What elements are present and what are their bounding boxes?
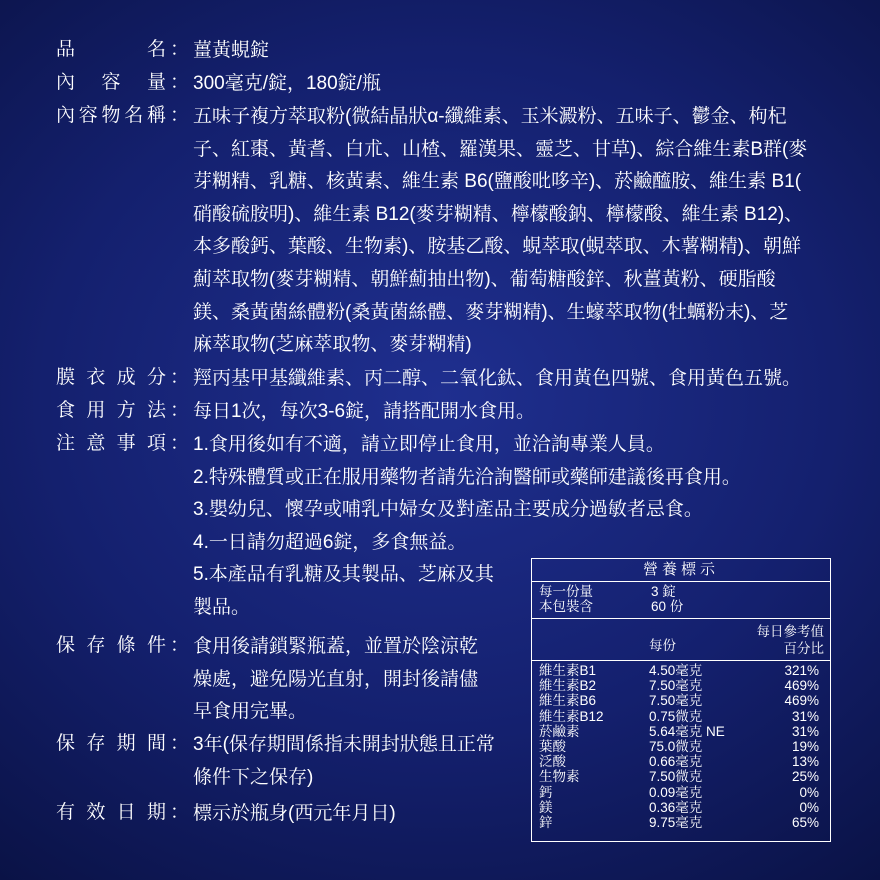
nutrient-row (532, 724, 830, 739)
spec-value-line: 五味子複方萃取粉(微結晶狀α-纖維素、玉米澱粉、五味子、鬱金、枸杞 (193, 106, 787, 127)
spec-colon: ： (170, 802, 190, 823)
nutrient-name: 維生素B12 (539, 708, 604, 724)
spec-value-line: 早食用完畢。 (193, 701, 308, 723)
spec-label-char: 量 (146, 72, 166, 93)
nutrient-name: 泛酸 (539, 754, 566, 770)
spec-value (193, 35, 838, 68)
nutrient-name: 維生素B6 (539, 693, 597, 709)
spec-label (56, 35, 166, 65)
nutrient-daily-value: 31% (791, 723, 819, 739)
nutrient-row (532, 709, 830, 724)
spec-label-char: 存 (86, 635, 106, 656)
spec-colon: ： (170, 367, 190, 388)
spec-value-line: 條件下之保存) (193, 766, 314, 788)
spec-label-char: 有 (56, 802, 76, 823)
nutrient-row (532, 785, 830, 800)
spec-value-line: 燥處，避免陽光直射，開封後請儘 (193, 668, 479, 690)
nutrient-name: 葉酸 (539, 739, 566, 754)
spec-colon: ： (170, 400, 190, 421)
spec-value-line: 每日1次，每次3-6錠，請搭配開水食用。 (193, 401, 536, 422)
spec-label-char: 成 (116, 367, 136, 388)
spec-label-char: 物 (101, 105, 121, 126)
spec-label (56, 429, 166, 459)
spec-label-char: 間 (146, 733, 166, 754)
spec-colon: ： (170, 733, 190, 754)
spec-label-char: 內 (56, 72, 76, 93)
nutrient-daily-value: 13% (791, 754, 819, 770)
spec-value (193, 101, 838, 362)
spec-label-char: 容 (101, 72, 121, 93)
spec-value (193, 396, 838, 429)
servings-label: 本包裝含 (539, 599, 593, 614)
nutrient-amount: 7.50微克 (649, 769, 703, 785)
spec-colon: ： (170, 433, 190, 454)
spec-label (56, 396, 166, 426)
nutrient-name: 維生素B2 (539, 678, 597, 694)
spec-value-line: 1.食用後如有不適，請立即停止食用，並洽詢專業人員。 (193, 434, 665, 455)
nutrition-column-headers (532, 620, 830, 661)
nutrient-row (532, 754, 830, 769)
nutrition-title: 營養標示 (532, 559, 830, 582)
spec-label (56, 363, 166, 393)
nutrient-row (532, 693, 830, 708)
spec-label-char: 稱 (146, 105, 166, 126)
spec-value-line: 本多酸鈣、葉酸、生物素)、胺基乙酸、蜆萃取(蜆萃取、木薯糊精)、朝鮮 (193, 236, 801, 258)
spec-label-char: 存 (86, 733, 106, 754)
spec-label-char: 事 (116, 433, 136, 454)
nutrient-row (532, 739, 830, 754)
nutrient-name: 菸鹼素 (539, 723, 580, 739)
nutrient-amount: 5.64毫克 NE (649, 723, 725, 739)
spec-value-line: 2.特殊體質或正在服用藥物者請先洽詢醫師或藥師建議後再食用。 (193, 466, 741, 488)
spec-label-char: 條 (116, 635, 136, 656)
nutrient-row (532, 769, 830, 784)
nutrition-facts-table (531, 558, 831, 842)
nutrient-name: 鈣 (539, 784, 553, 800)
nutrient-amount: 7.50毫克 (649, 678, 703, 694)
spec-label-char: 衣 (86, 367, 106, 388)
spec-label-char: 分 (146, 367, 166, 388)
nutrient-daily-value: 469% (784, 678, 819, 694)
nutrient-amount: 0.66毫克 (649, 754, 703, 770)
nutrient-amount: 0.36毫克 (649, 799, 703, 815)
spec-label-char: 效 (86, 802, 106, 823)
spec-label-char: 名 (124, 105, 144, 126)
nutrient-row (532, 815, 830, 830)
nutrient-row (532, 663, 830, 678)
spec-value-line: 4.一日請勿超過6錠，多食無益。 (193, 531, 467, 553)
spec-value-line: 製品。 (193, 596, 251, 618)
nutrient-daily-value: 0% (799, 784, 819, 800)
spec-label (56, 729, 166, 759)
spec-value-line: 子、紅棗、黃耆、白朮、山楂、羅漢果、靈芝、甘草)、綜合維生素B群(麥 (193, 138, 808, 160)
servings-row (539, 599, 819, 615)
spec-label-char: 食 (56, 400, 76, 421)
spec-value-line: 3年(保存期間係指未開封狀態且正常 (193, 734, 495, 755)
servings-value: 60 份 (651, 599, 684, 614)
spec-label-char: 項 (146, 433, 166, 454)
spec-label-char: 名 (146, 39, 166, 60)
nutrient-daily-value: 31% (791, 708, 819, 724)
nutrient-amount: 7.50毫克 (649, 693, 703, 709)
spec-label-char: 期 (146, 802, 166, 823)
daily-value-header-line2: 百分比 (783, 641, 824, 656)
spec-value-line: 標示於瓶身(西元年月日) (193, 803, 396, 824)
daily-value-header (757, 623, 825, 657)
nutrient-amount: 75.0微克 (649, 739, 703, 754)
nutrient-amount: 0.75微克 (649, 708, 703, 724)
nutrient-daily-value: 25% (791, 769, 819, 785)
serving-info (532, 582, 830, 619)
spec-label-char: 保 (56, 635, 76, 656)
serving-size-row (539, 584, 819, 600)
spec-value-line: 薑黃蜆錠 (193, 40, 270, 61)
spec-value-line: 300毫克/錠，180錠/瓶 (193, 73, 381, 94)
spec-label (56, 101, 166, 131)
spec-colon: ： (170, 39, 190, 60)
spec-value-line: 芽糊精、乳糖、核黃素、維生素 B6(鹽酸吡哆辛)、菸鹼醯胺、維生素 B1( (193, 171, 802, 193)
spec-label-char: 方 (116, 400, 136, 421)
spec-value (193, 68, 838, 101)
spec-value-line: 硝酸硫胺明)、維生素 B12(麥芽糊精、檸檬酸鈉、檸檬酸、維生素 B12)、 (193, 203, 804, 225)
spec-value (193, 363, 838, 396)
spec-colon: ： (170, 635, 190, 656)
spec-label-char: 品 (56, 39, 76, 60)
nutrient-daily-value: 0% (799, 799, 819, 815)
nutrient-name: 鎂 (539, 799, 553, 815)
spec-colon: ： (170, 72, 190, 93)
serving-size-value: 3 錠 (651, 584, 676, 599)
spec-value-line: 麻萃取物(芝麻萃取物、麥芽糊精) (193, 334, 472, 356)
spec-label-char: 容 (78, 105, 98, 126)
nutrient-row (532, 800, 830, 815)
spec-value-line: 3.嬰幼兒、懷孕或哺乳中婦女及對產品主要成分過敏者忌食。 (193, 499, 703, 521)
daily-value-header-line1: 每日參考值 (756, 624, 824, 639)
spec-value-line: 鎂、桑黃菌絲體粉(桑黃菌絲體、麥芽糊精)、生蠔萃取物(牡蠣粉末)、芝 (193, 301, 789, 323)
spec-label-char: 件 (146, 635, 166, 656)
spec-value-line: 食用後請鎖緊瓶蓋，並置於陰涼乾 (193, 636, 479, 657)
spec-colon: ： (170, 105, 190, 126)
spec-label-char: 期 (116, 733, 136, 754)
spec-label (56, 68, 166, 98)
spec-label-char: 內 (56, 105, 76, 126)
spec-value-line: 薊萃取物(麥芽糊精、朝鮮薊抽出物)、葡萄糖酸鋅、秋薑黃粉、硬脂酸 (193, 268, 776, 290)
nutrient-amount: 0.09毫克 (649, 784, 703, 800)
nutrient-name: 鋅 (539, 815, 553, 830)
spec-label-char: 法 (146, 400, 166, 421)
spec-label-char: 意 (86, 433, 106, 454)
spec-label-char: 用 (86, 400, 106, 421)
serving-size-label: 每一份量 (539, 584, 593, 599)
spec-label (56, 798, 166, 828)
nutrient-name: 生物素 (539, 769, 580, 785)
nutrient-daily-value: 321% (784, 663, 819, 678)
spec-label (56, 631, 166, 661)
spec-label-char: 日 (116, 802, 136, 823)
nutrient-daily-value: 65% (791, 815, 819, 830)
nutrient-amount: 4.50毫克 (649, 663, 703, 678)
spec-label-char: 注 (56, 433, 76, 454)
nutrient-daily-value: 19% (791, 739, 819, 754)
spec-label-char: 膜 (56, 367, 76, 388)
spec-label-char: 保 (56, 733, 76, 754)
nutrient-row (532, 678, 830, 693)
spec-value-line: 5.本產品有乳糖及其製品、芝麻及其 (193, 564, 494, 586)
spec-value-line: 羥丙基甲基纖維素、丙二醇、二氧化鈦、食用黃色四號、食用黃色五號。 (193, 368, 802, 389)
nutrient-daily-value: 469% (784, 693, 819, 709)
per-serving-header: 每份 (649, 638, 676, 653)
nutrient-name: 維生素B1 (539, 663, 597, 678)
nutrient-amount: 9.75毫克 (649, 815, 703, 830)
